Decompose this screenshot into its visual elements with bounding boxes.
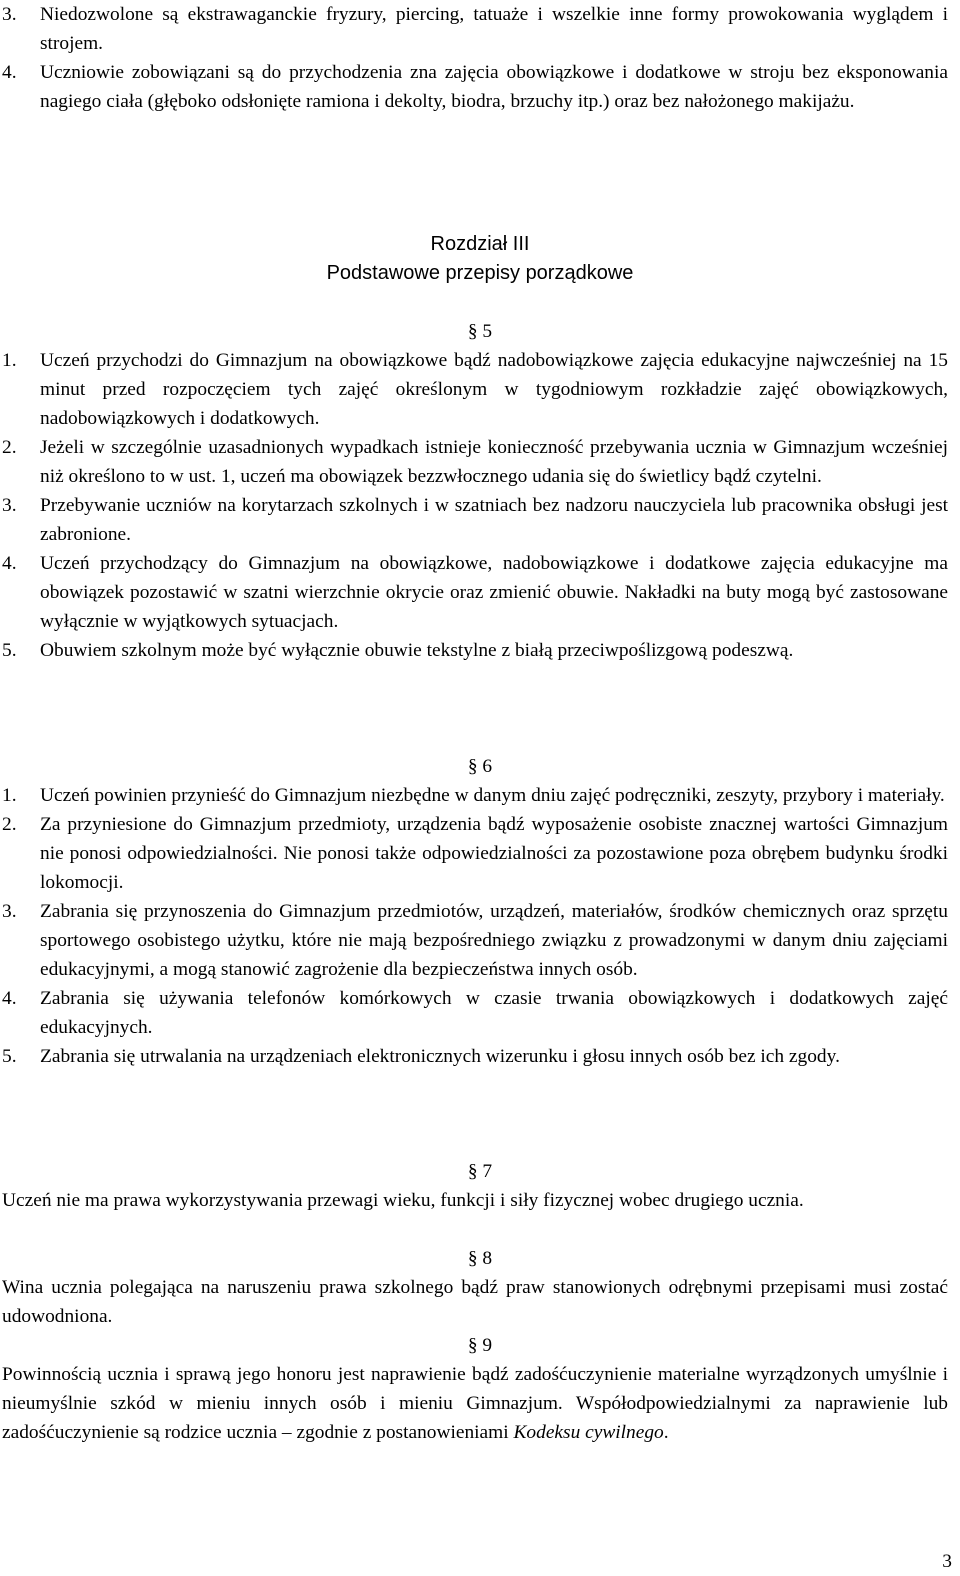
item-number: 4. (2, 553, 17, 574)
section-5-heading: § 5 (467, 321, 493, 342)
item-number: 1. (2, 350, 17, 371)
chapter-heading (0, 230, 960, 288)
section-9-italic-text: Kodeksu cywilnego (513, 1422, 664, 1443)
item-text: Zabrania się przynoszenia do Gimnazjum przedmiotów, urządzeń, materiałów, środków chemicznych oraz sprzętu sportowego osobistego użytku, które nie mają bezpośredniego związku z prowadzonymi w danym dniu zajęciami edukacyjnymi, a mogą stanowić zagrożenie dla bezpieczeństwa innych osób. (40, 901, 948, 980)
list-item (0, 636, 960, 665)
section-9-main-text: Powinnością ucznia i sprawą jego honoru jest naprawienie bądź zadośćuczynienie materialne wyrządzonych umyślnie i nieumyślnie szkód w mieniu innych osób i mieniu Gimnazjum. Współodpowiedzialnymi za naprawienie lub zadośćuczynienie są rodzice ucznia – zgodnie z postanowieniami (2, 1364, 948, 1443)
list-item (0, 491, 960, 549)
top-list (0, 0, 960, 116)
item-number: 5. (2, 1046, 17, 1067)
section-7-text: Uczeń nie ma prawa wykorzystywania przewagi wieku, funkcji i siły fizycznej wobec drugiego ucznia. (2, 1190, 804, 1211)
section-6-heading: § 6 (467, 756, 493, 777)
list-item (0, 0, 960, 58)
section-8-heading: § 8 (467, 1248, 493, 1269)
list-item (0, 810, 960, 897)
item-number: 3. (2, 4, 17, 25)
chapter-title: Rozdział III (430, 233, 530, 255)
chapter-subtitle: Podstawowe przepisy porządkowe (326, 262, 634, 284)
item-text: Jeżeli w szczególnie uzasadnionych wypadkach istnieje konieczność przebywania ucznia w Gimnazjum wcześniej niż określono to w ust. 1, uczeń ma obowiązek bezzwłocznego udania się do świetlicy bądź czytelni. (40, 437, 948, 487)
list-item (0, 433, 960, 491)
list-item (0, 58, 960, 116)
item-number: 4. (2, 62, 17, 83)
section-5-list (0, 346, 960, 665)
list-item (0, 897, 960, 984)
item-number: 2. (2, 437, 17, 458)
item-number: 2. (2, 814, 17, 835)
list-item (0, 984, 960, 1042)
item-text: Zabrania się utrwalania na urządzeniach elektronicznych wizerunku i głosu innych osób bez ich zgody. (40, 1046, 840, 1067)
section-9-text (0, 1360, 960, 1447)
item-number: 3. (2, 495, 17, 516)
item-text: Uczeń przychodzi do Gimnazjum na obowiązkowe bądź nadobowiązkowe zajęcia edukacyjne najwcześniej na 15 minut przed rozpoczęciem tych zajęć określonym w tygodniowym rozkładzie zajęć obowiązkowych, nadobowiązkowych i dodatkowych. (40, 350, 948, 429)
item-text: Uczeń przychodzący do Gimnazjum na obowiązkowe, nadobowiązkowe i dodatkowe zajęcia edukacyjne ma obowiązek pozostawić w szatni wierzchnie okrycie oraz zmienić obuwie. Nakładki na buty mogą być zastosowane wyłącznie w wyjątkowych sytuacjach. (40, 553, 948, 632)
list-item (0, 781, 960, 810)
item-text: Za przyniesione do Gimnazjum przedmioty, urządzenia bądź wyposażenie osobiste znacznej wartości Gimnazjum nie ponosi odpowiedzialności. Nie ponosi także odpowiedzialności za pozostawione poza obrębem budynku środki lokomocji. (40, 814, 948, 893)
section-7-heading: § 7 (467, 1161, 493, 1182)
item-text: Zabrania się używania telefonów komórkowych w czasie trwania obowiązkowych i dodatkowych zajęć edukacyjnych. (40, 988, 948, 1038)
section-8-text: Wina ucznia polegająca na naruszeniu prawa szkolnego bądź praw stanowionych odrębnymi przepisami musi zostać udowodniona. (2, 1277, 948, 1327)
section-9-end-text: . (663, 1422, 669, 1443)
list-item (0, 1042, 960, 1071)
page-number: 3 (942, 1551, 952, 1572)
item-text: Obuwiem szkolnym może być wyłącznie obuwie tekstylne z białą przeciwpoślizgową podeszwą. (40, 640, 794, 661)
list-item (0, 549, 960, 636)
item-number: 3. (2, 901, 17, 922)
item-number: 4. (2, 988, 17, 1009)
item-number: 5. (2, 640, 17, 661)
item-text: Uczeń powinien przynieść do Gimnazjum niezbędne w danym dniu zajęć podręczniki, zeszyty, przybory i materiały. (40, 785, 945, 806)
list-item (0, 346, 960, 433)
section-9-heading: § 9 (467, 1335, 493, 1356)
item-text: Uczniowie zobowiązani są do przychodzenia zna zajęcia obowiązkowe i dodatkowe w stroju bez eksponowania nagiego ciała (głęboko odsłonięte ramiona i dekolty, biodra, brzuchy itp.) oraz bez nałożonego makijażu. (40, 62, 948, 112)
section-6-list (0, 781, 960, 1071)
item-text: Przebywanie uczniów na korytarzach szkolnych i w szatniach bez nadzoru nauczyciela lub pracownika obsługi jest zabronione. (40, 495, 948, 545)
item-text: Niedozwolone są ekstrawaganckie fryzury, piercing, tatuaże i wszelkie inne formy prowokowania wyglądem i strojem. (40, 4, 948, 54)
item-number: 1. (2, 785, 17, 806)
